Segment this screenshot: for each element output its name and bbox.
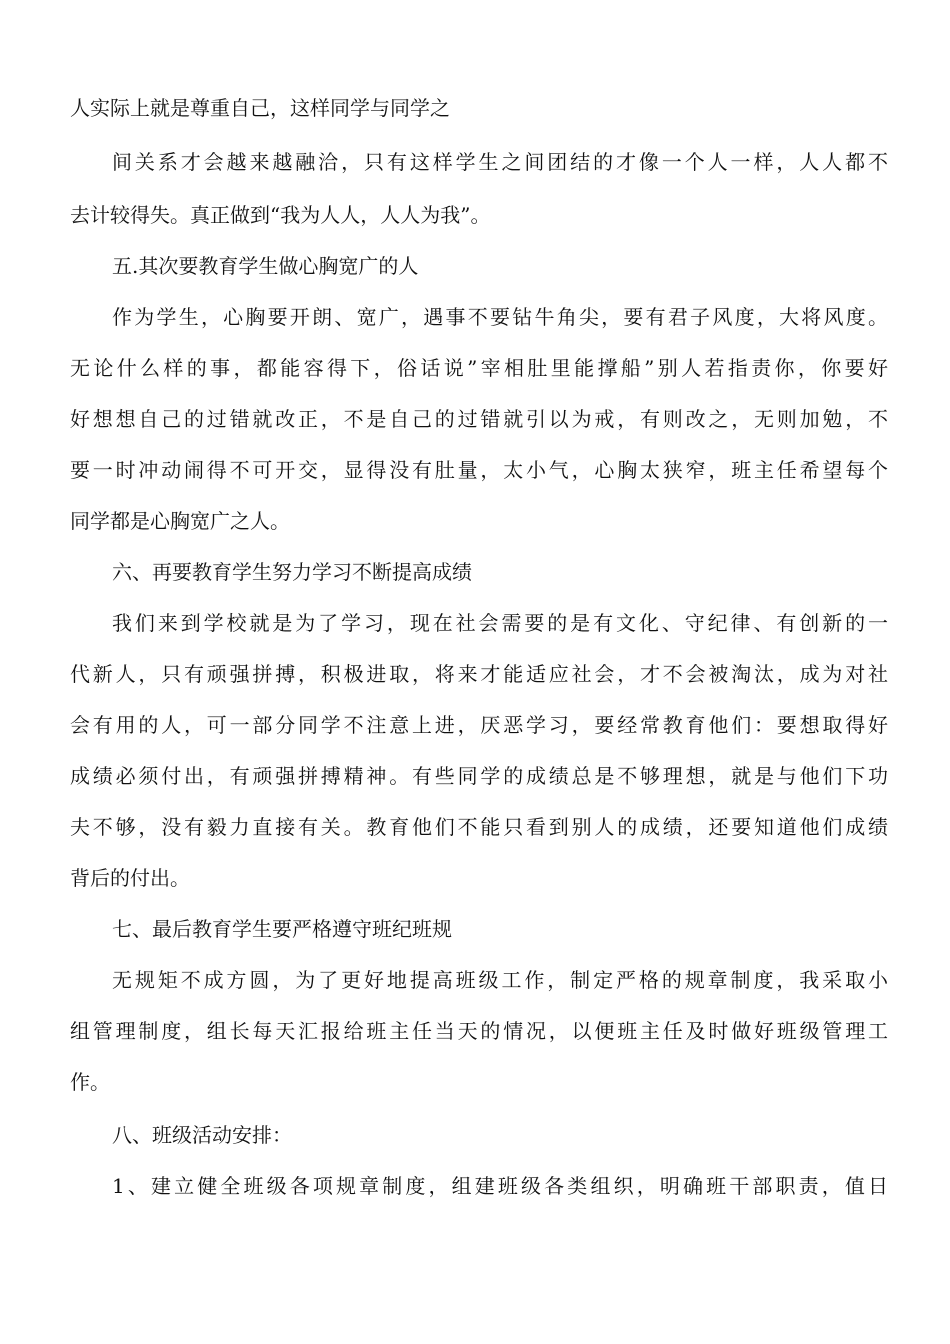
text-line: 间关系才会越来越融洽，只有这样学生之间团结的才像一个人一样，人人都不 — [112, 150, 888, 174]
section-heading: 五.其次要教育学生做心胸宽广的人 — [112, 254, 419, 278]
text-line: 1、建立健全班级各项规章制度，组建班级各类组织，明确班干部职责，值日 — [112, 1174, 888, 1198]
text-line: 作为学生，心胸要开朗、宽广，遇事不要钻牛角尖，要有君子风度，大将风度。 — [112, 305, 888, 329]
text-line: 代新人，只有顽强拼搏，积极进取，将来才能适应社会，才不会被淘汰，成为对社 — [70, 662, 888, 686]
text-line: 无论什么样的事，都能容得下，俗话说”宰相肚里能撑船”别人若指责你，你要好 — [70, 356, 888, 380]
section-heading: 八、班级活动安排： — [112, 1123, 292, 1147]
text-line: 好想想自己的过错就改正，不是自己的过错就引以为戒，有则改之，无则加勉，不 — [70, 407, 888, 431]
text-line: 组管理制度，组长每天汇报给班主任当天的情况，以便班主任及时做好班级管理工 — [70, 1019, 888, 1043]
text-line: 人实际上就是尊重自己，这样同学与同学之 — [70, 96, 450, 120]
text-line: 要一时冲动闹得不可开交，显得没有肚量，太小气，心胸太狭窄，班主任希望每个 — [70, 458, 888, 482]
text-line: 无规矩不成方圆，为了更好地提高班级工作，制定严格的规章制度，我采取小 — [112, 968, 888, 992]
text-line: 作。 — [70, 1070, 110, 1094]
text-line: 同学都是心胸宽广之人。 — [70, 509, 290, 533]
text-line: 背后的付出。 — [70, 866, 190, 890]
section-heading: 六、再要教育学生努力学习不断提高成绩 — [112, 560, 472, 584]
text-line: 成绩必须付出，有顽强拼搏精神。有些同学的成绩总是不够理想，就是与他们下功 — [70, 764, 888, 788]
text-line: 我们来到学校就是为了学习，现在社会需要的是有文化、守纪律、有创新的一 — [112, 611, 888, 635]
text-line: 去计较得失。真正做到“我为人人，人人为我”。 — [70, 203, 491, 227]
section-heading: 七、最后教育学生要严格遵守班纪班规 — [112, 917, 452, 941]
text-line: 夫不够，没有毅力直接有关。教育他们不能只看到别人的成绩，还要知道他们成绩 — [70, 815, 888, 839]
text-line: 会有用的人，可一部分同学不注意上进，厌恶学习，要经常教育他们：要想取得好 — [70, 713, 888, 737]
